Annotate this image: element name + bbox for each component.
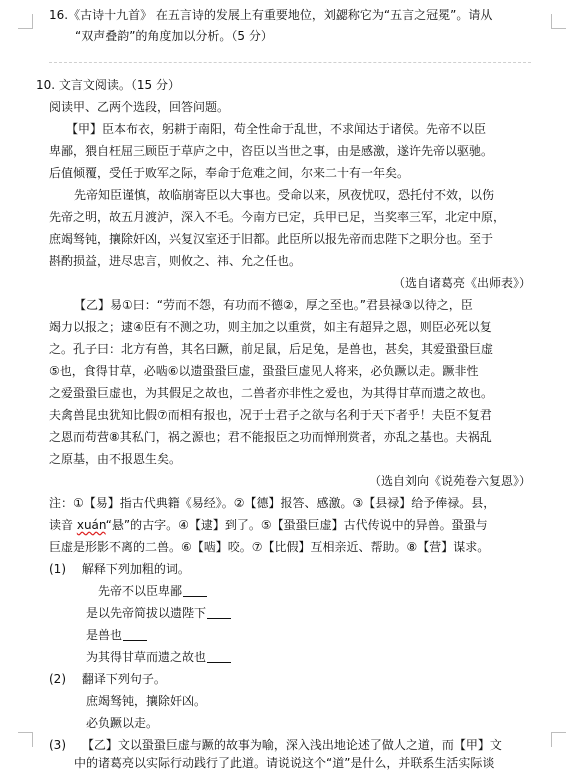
subq1-item <box>98 580 531 603</box>
q16-line-2: “双声叠韵”的角度加以分析。（5 分） <box>75 29 273 43</box>
corner-mark-top-right <box>551 14 566 29</box>
passage-jia-source: （选自诸葛亮《出师表》） <box>392 276 531 290</box>
subq2-item: 必负蹶以走。 <box>86 716 159 730</box>
q10-heading: 10. 文言文阅读。（15 分） <box>36 78 180 92</box>
notes-line: 注：①【易】指古代典籍《易经》。②【德】报答、感激。③【县禄】给予俸禄。县， <box>49 496 496 510</box>
passage-yi-line: 竭力以报之；逮④臣有不测之功，则主加之以重赏，如主有超异之恩，则臣必死以复 <box>49 320 492 334</box>
passage-yi-line: 之原基，由不报恩生矣。 <box>49 452 182 466</box>
passage-yi-line: 之恩而苟营⑧其私门，祸之源也；君不能报臣之功而惮刑赏者，亦乱之基也。夫祸乱 <box>49 430 492 444</box>
subq2-header <box>49 668 531 691</box>
subq1-item <box>86 646 531 669</box>
subq1-number: (1) <box>49 562 66 576</box>
answer-blank[interactable] <box>183 583 207 597</box>
passage-jia-line: 【甲】臣本布衣，躬耕于南阳，苟全性命于乱世，不求闻达于诸侯。先帝不以臣 <box>66 122 487 136</box>
subq1-header <box>49 558 531 581</box>
q16-line-1: 16.《古诗十九首》 在五言诗的发展上有重要地位，刘勰称它为“五言之冠冕”。请从 <box>49 8 493 22</box>
passage-jia-line: 斟酌损益，进尽忠言，则攸之、祎、允之任也。 <box>49 254 302 268</box>
q10-instruction: 阅读甲、乙两个选段，回答问题。 <box>49 100 230 114</box>
answer-blank[interactable] <box>207 649 231 663</box>
subq1-item-text: 为其得甘草而遗之故也 <box>86 650 207 664</box>
subq3-line-2: 中的诸葛亮以实际行动践行了此道。请说说这个“道”是什么，并联系生活实际谈 <box>74 756 495 770</box>
passage-yi-line: 【乙】易①曰：“劳而不怨，有功而不德②，厚之至也。”君县禄③以待之，臣 <box>74 298 473 312</box>
passage-jia-line: 后值倾覆，受任于败军之际，奉命于危难之间，尔来二十有一年矣。 <box>49 166 410 180</box>
notes-text: 读音 <box>49 518 74 532</box>
subq3-text: 【乙】文以蛩蛩巨虚与蹶的故事为喻，深入浅出地论述了做人之道，而【甲】文 <box>81 738 502 752</box>
subq1-item <box>86 624 531 647</box>
passage-yi-source: （选自刘向《说苑卷六复恩》） <box>368 474 531 488</box>
corner-mark-top-left <box>18 14 33 29</box>
subq1-item-text: 是以先帝简拔以遗陛下 <box>86 606 207 620</box>
corner-mark-bottom-right <box>551 732 566 747</box>
passage-jia-line: 庶竭驽钝，攘除奸凶，兴复汉室还于旧都。此臣所以报先帝而忠陛下之职分也。至于 <box>49 232 494 246</box>
subq2-prompt: 翻译下列句子。 <box>81 672 166 686</box>
passage-jia-line: 卑鄙，猥自枉屈三顾臣于草庐之中，咨臣以当世之事，由是感激，遂许先帝以驱驰。 <box>49 144 494 158</box>
subq1-item-text: 先帝不以臣卑鄙 <box>98 584 183 598</box>
corner-mark-bottom-left <box>18 732 33 747</box>
subq3-number: (3) <box>49 738 66 752</box>
section-divider <box>49 62 531 63</box>
passage-jia-line: 先帝知臣谨慎，故临崩寄臣以大事也。受命以来，夙夜忧叹，恐托付不效，以伤 <box>74 188 495 202</box>
subq2-number: (2) <box>49 672 66 686</box>
subq1-prompt: 解释下列加粗的词。 <box>81 562 190 576</box>
subq1-item <box>86 602 531 625</box>
passage-yi-line: ⑤也，食得甘草，必啮⑥以遗蛩蛩巨虚，蛩蛩巨虚见人将来，必负蹶以走。蹶非性 <box>49 364 479 378</box>
notes-line: 巨虚是形影不离的二兽。⑥【啮】咬。⑦【比假】互相亲近、帮助。⑧【营】谋求。 <box>49 540 490 554</box>
answer-blank[interactable] <box>123 627 147 641</box>
answer-blank[interactable] <box>207 605 231 619</box>
subq1-item-text: 是兽也 <box>86 628 123 642</box>
pinyin-xuan: xuán <box>76 518 106 532</box>
notes-text: “悬”的古字。④【逮】到了。⑤【蛩蛩巨虚】古代传说中的异兽。蛩蛩与 <box>105 518 488 532</box>
passage-yi-line: 夫禽兽昆虫犹知比假⑦而相有报也，况于士君子之欲与名利于天下者乎！夫臣不复君 <box>49 408 492 422</box>
passage-yi-line: 之爱蛩蛩巨虚也，为其假足之故也，二兽者亦非性之爱也，为其得甘草而遗之故也。 <box>49 386 494 400</box>
subq2-item: 庶竭驽钝，攘除奸凶。 <box>86 694 207 708</box>
passage-yi-line: 之。孔子曰：北方有兽，其名曰蹶，前足鼠，后足兔，是兽也，甚矣，其爱蛩蛩巨虚 <box>49 342 494 356</box>
passage-jia-line: 先帝之明，故五月渡泸，深入不毛。今南方已定，兵甲已足，当奖率三军，北定中原， <box>49 210 506 224</box>
notes-line <box>49 514 531 537</box>
